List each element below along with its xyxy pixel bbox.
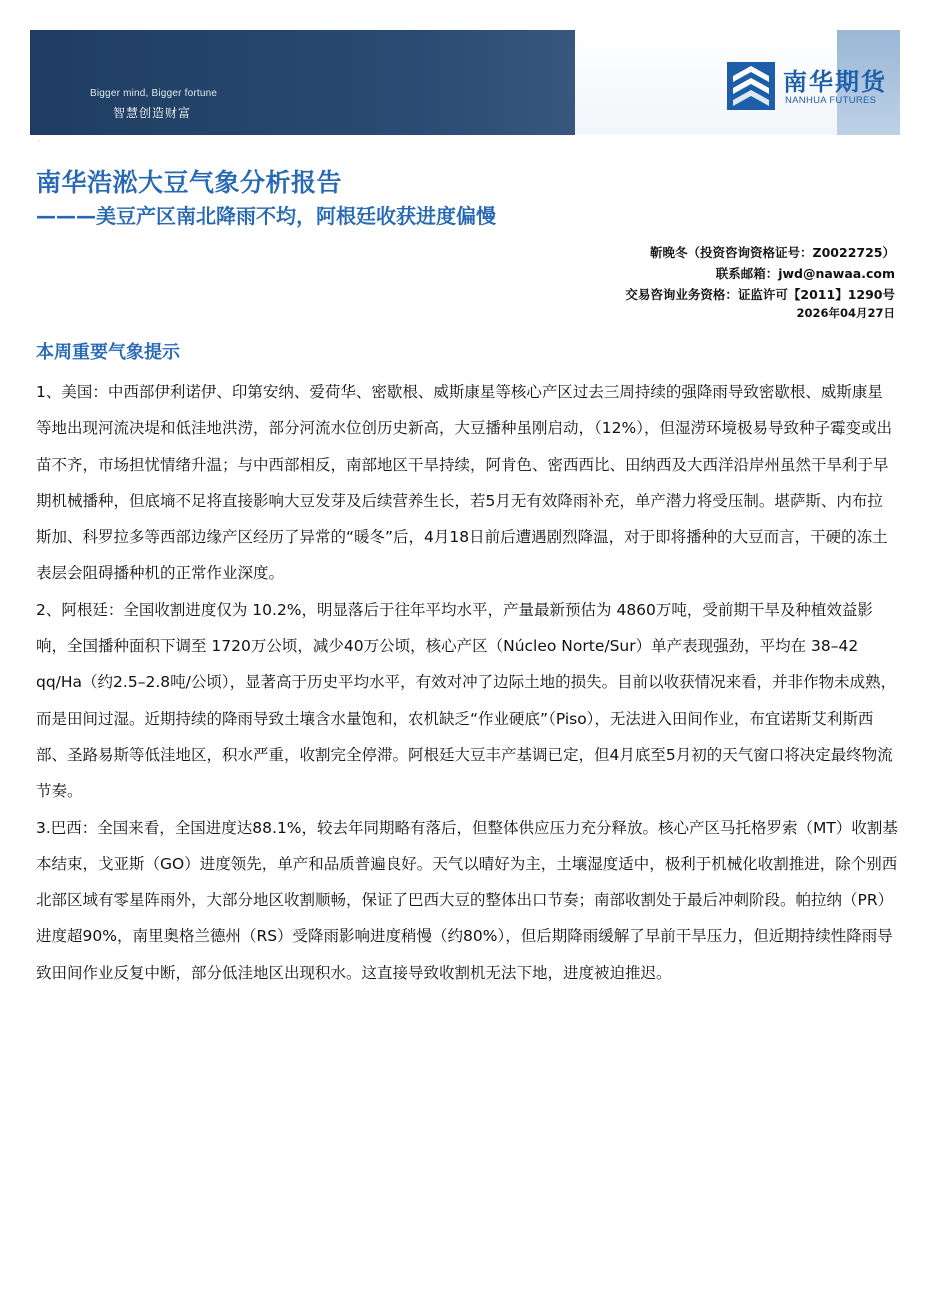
section-title: 本周重要气象提示 [36, 342, 180, 363]
license-line: 交易咨询业务资格：证监许可【2011】1290号 [625, 287, 895, 302]
report-subtitle: ———美豆产区南北降雨不均，阿根廷收获进度偏慢 [36, 204, 496, 228]
report-title: 南华浩淞大豆气象分析报告 [36, 168, 343, 197]
slogan-english: Bigger mind, Bigger fortune [90, 88, 218, 99]
author-info [625, 242, 895, 321]
report-body [36, 374, 898, 991]
paragraph-us: 1、美国：中西部伊利诺伊、印第安纳、爱荷华、密歇根、威斯康星等核心产区过去三周持续的强降雨导致密歇根、威斯康星等地出现河流决堤和低洼地洪涝，部分河流水位创历史新高，大豆播种虽刚启动，（12%），但湿涝环境极易导致种子霉变或出苗不齐，市场担忧情绪升温；与中西部相反，南部地区干旱持续，阿肯色、密西西比、田纳西及大西洋沿岸州虽然干旱利于早期机械播种，但底墒不足将直接影响大豆发芽及后续营养生长，若5月无有效降雨补充，单产潜力将受压制。堪萨斯、内布拉斯加、科罗拉多等西部边缘产区经历了异常的“暖冬”后，4月18日前后遭遇剧烈降温，对于即将播种的大豆而言，干硬的冻土表层会阻碍播种机的正常作业深度。 [36, 383, 892, 583]
author-line: 靳晚冬（投资咨询资格证号：Z0022725） [650, 245, 895, 260]
email-line: 联系邮箱：jwd@nawaa.com [715, 266, 895, 281]
logo-text-english: NANHUA FUTURES [785, 95, 877, 106]
logo-text-chinese: 南华期货 [783, 68, 887, 96]
paragraph-brazil: 3.巴西：全国来看，全国进度达88.1%，较去年同期略有落后，但整体供应压力充分释放。核心产区马托格罗索（MT）收割基本结束，戈亚斯（GO）进度领先，单产和品质普遍良好。天气以晴好为主，土壤湿度适中，极利于机械化收割推进，除个别西北部区域有零星阵雨外，大部分地区收割顺畅，保证了巴西大豆的整体出口节奏；南部收割处于最后冲刺阶段。帕拉纳（PR）进度超90%，南里奥格兰德州（RS）受降雨影响进度稍慢（约80%），但后期降雨缓解了早前干旱压力，但近期持续性降雨导致田间作业反复中断，部分低洼地区出现积水。这直接导致收割机无法下地，进度被迫推迟。 [36, 818, 898, 982]
report-date: 2026年04月27日 [796, 306, 895, 320]
header-mark: · [38, 138, 40, 145]
header-banner [30, 30, 900, 135]
company-logo [727, 62, 900, 112]
nanhua-logo-icon [727, 62, 775, 110]
paragraph-argentina: 2、阿根廷：全国收割进度仅为 10.2%，明显落后于往年平均水平，产量最新预估为 4860万吨，受前期干旱及种植效益影响，全国播种面积下调至 1720万公顷，减少40万公顷，核心产区（Núcleo Norte/Sur）单产表现强劲，平均在 38–42 qq/Ha（约2.5–2.8吨/公顷），显著高于历史平均水平，有效对冲了边际土地的损失。目前以收获情况来看，并非作物未成熟，而是田间过湿。近期持续的降雨导致土壤含水量饱和，农机缺乏“作业硬底”（Piso），无法进入田间作业，布宜诺斯艾利斯西部、圣路易斯等低洼地区，积水严重，收割完全停滞。阿根廷大豆丰产基调已定，但4月底至5月初的天气窗口将决定最终物流节奏。 [36, 600, 897, 801]
slogan-chinese: 智慧创造财富 [113, 106, 192, 120]
